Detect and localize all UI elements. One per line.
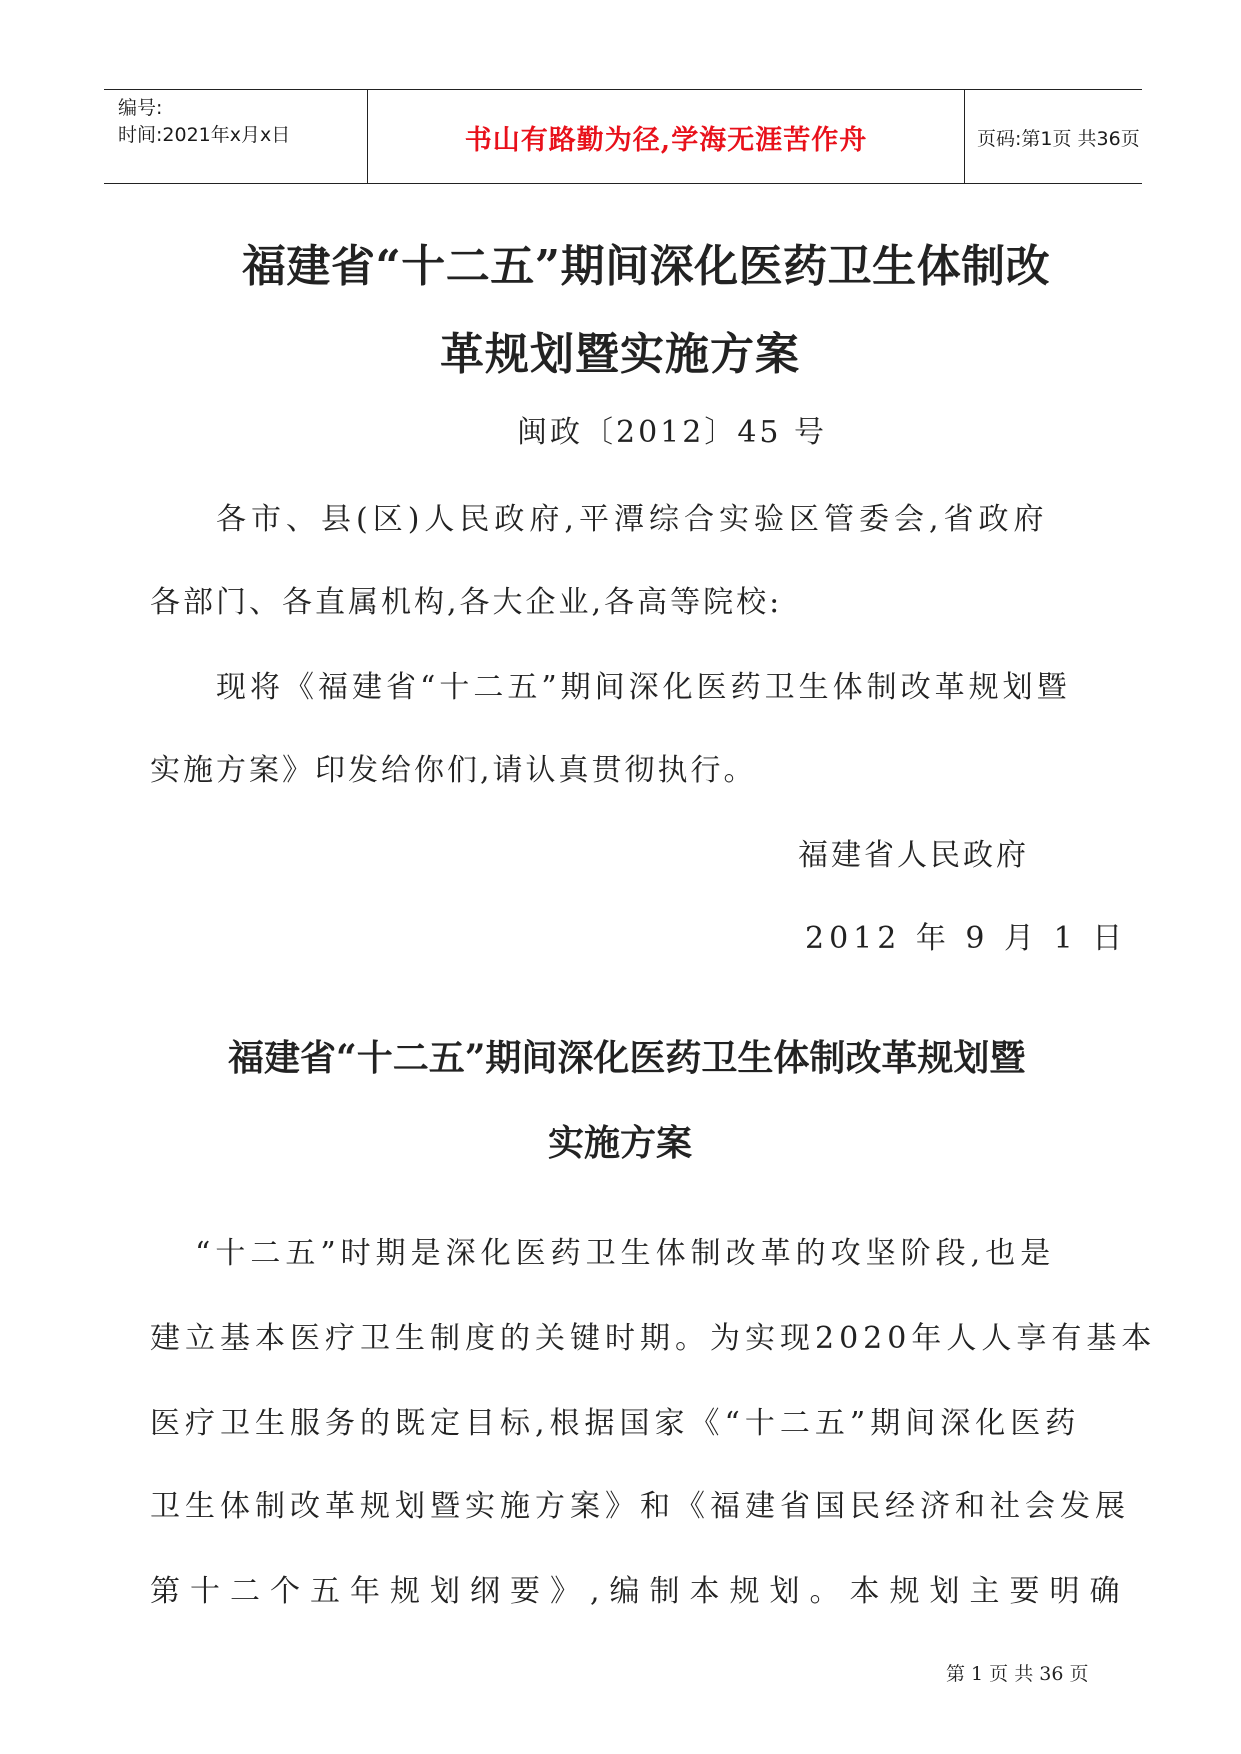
issue-date: 2012 年 9 月 1 日 bbox=[805, 921, 1128, 956]
notice-body-line-2: 实施方案》印发给你们,请认真贯彻执行。 bbox=[150, 753, 757, 788]
header-motto-cell bbox=[368, 90, 965, 183]
plan-body-line: 建立基本医疗卫生制度的关键时期。为实现2020年人人享有基本 bbox=[150, 1321, 1157, 1356]
plan-title-line-2: 实施方案 bbox=[548, 1122, 693, 1164]
serial-number-label: 编号: bbox=[118, 97, 163, 119]
notice-title-line-2: 革规划暨实施方案 bbox=[440, 329, 800, 380]
header-meta-cell bbox=[104, 90, 368, 183]
footer-page-number: 第 1 页 共 36 页 bbox=[946, 1663, 1089, 1685]
notice-body-line-1: 现将《福建省“十二五”期间深化医药卫生体制改革规划暨 bbox=[216, 670, 1071, 705]
motto-text: 书山有路勤为径,学海无涯苦作舟 bbox=[464, 125, 868, 156]
plan-body-line: “十二五”时期是深化医药卫生体制改革的攻坚阶段,也是 bbox=[195, 1236, 1056, 1271]
addressee-line-2: 各部门、各直属机构,各大企业,各高等院校: bbox=[150, 585, 783, 620]
notice-title-line-1: 福建省“十二五”期间深化医药卫生体制改 bbox=[242, 241, 1051, 292]
header-page-number: 页码:第1页 共36页 bbox=[977, 128, 1140, 150]
time-label: 时间:2021年x月x日 bbox=[118, 124, 291, 146]
document-number: 闽政〔2012〕45 号 bbox=[517, 415, 828, 450]
addressee-line-1: 各市、县(区)人民政府,平潭综合实验区管委会,省政府 bbox=[216, 502, 1049, 537]
plan-body-line: 医疗卫生服务的既定目标,根据国家《“十二五”期间深化医药 bbox=[150, 1406, 1081, 1441]
document-header-table bbox=[104, 89, 1142, 184]
plan-body-line: 第十二个五年规划纲要》,编制本规划。本规划主要明确 bbox=[150, 1574, 1130, 1609]
plan-title-line-1: 福建省“十二五”期间深化医药卫生体制改革规划暨 bbox=[228, 1037, 1026, 1079]
signer: 福建省人民政府 bbox=[798, 838, 1029, 873]
plan-body-line: 卫生体制改革规划暨实施方案》和《福建省国民经济和社会发展 bbox=[150, 1489, 1130, 1524]
header-page-cell bbox=[965, 90, 1142, 183]
